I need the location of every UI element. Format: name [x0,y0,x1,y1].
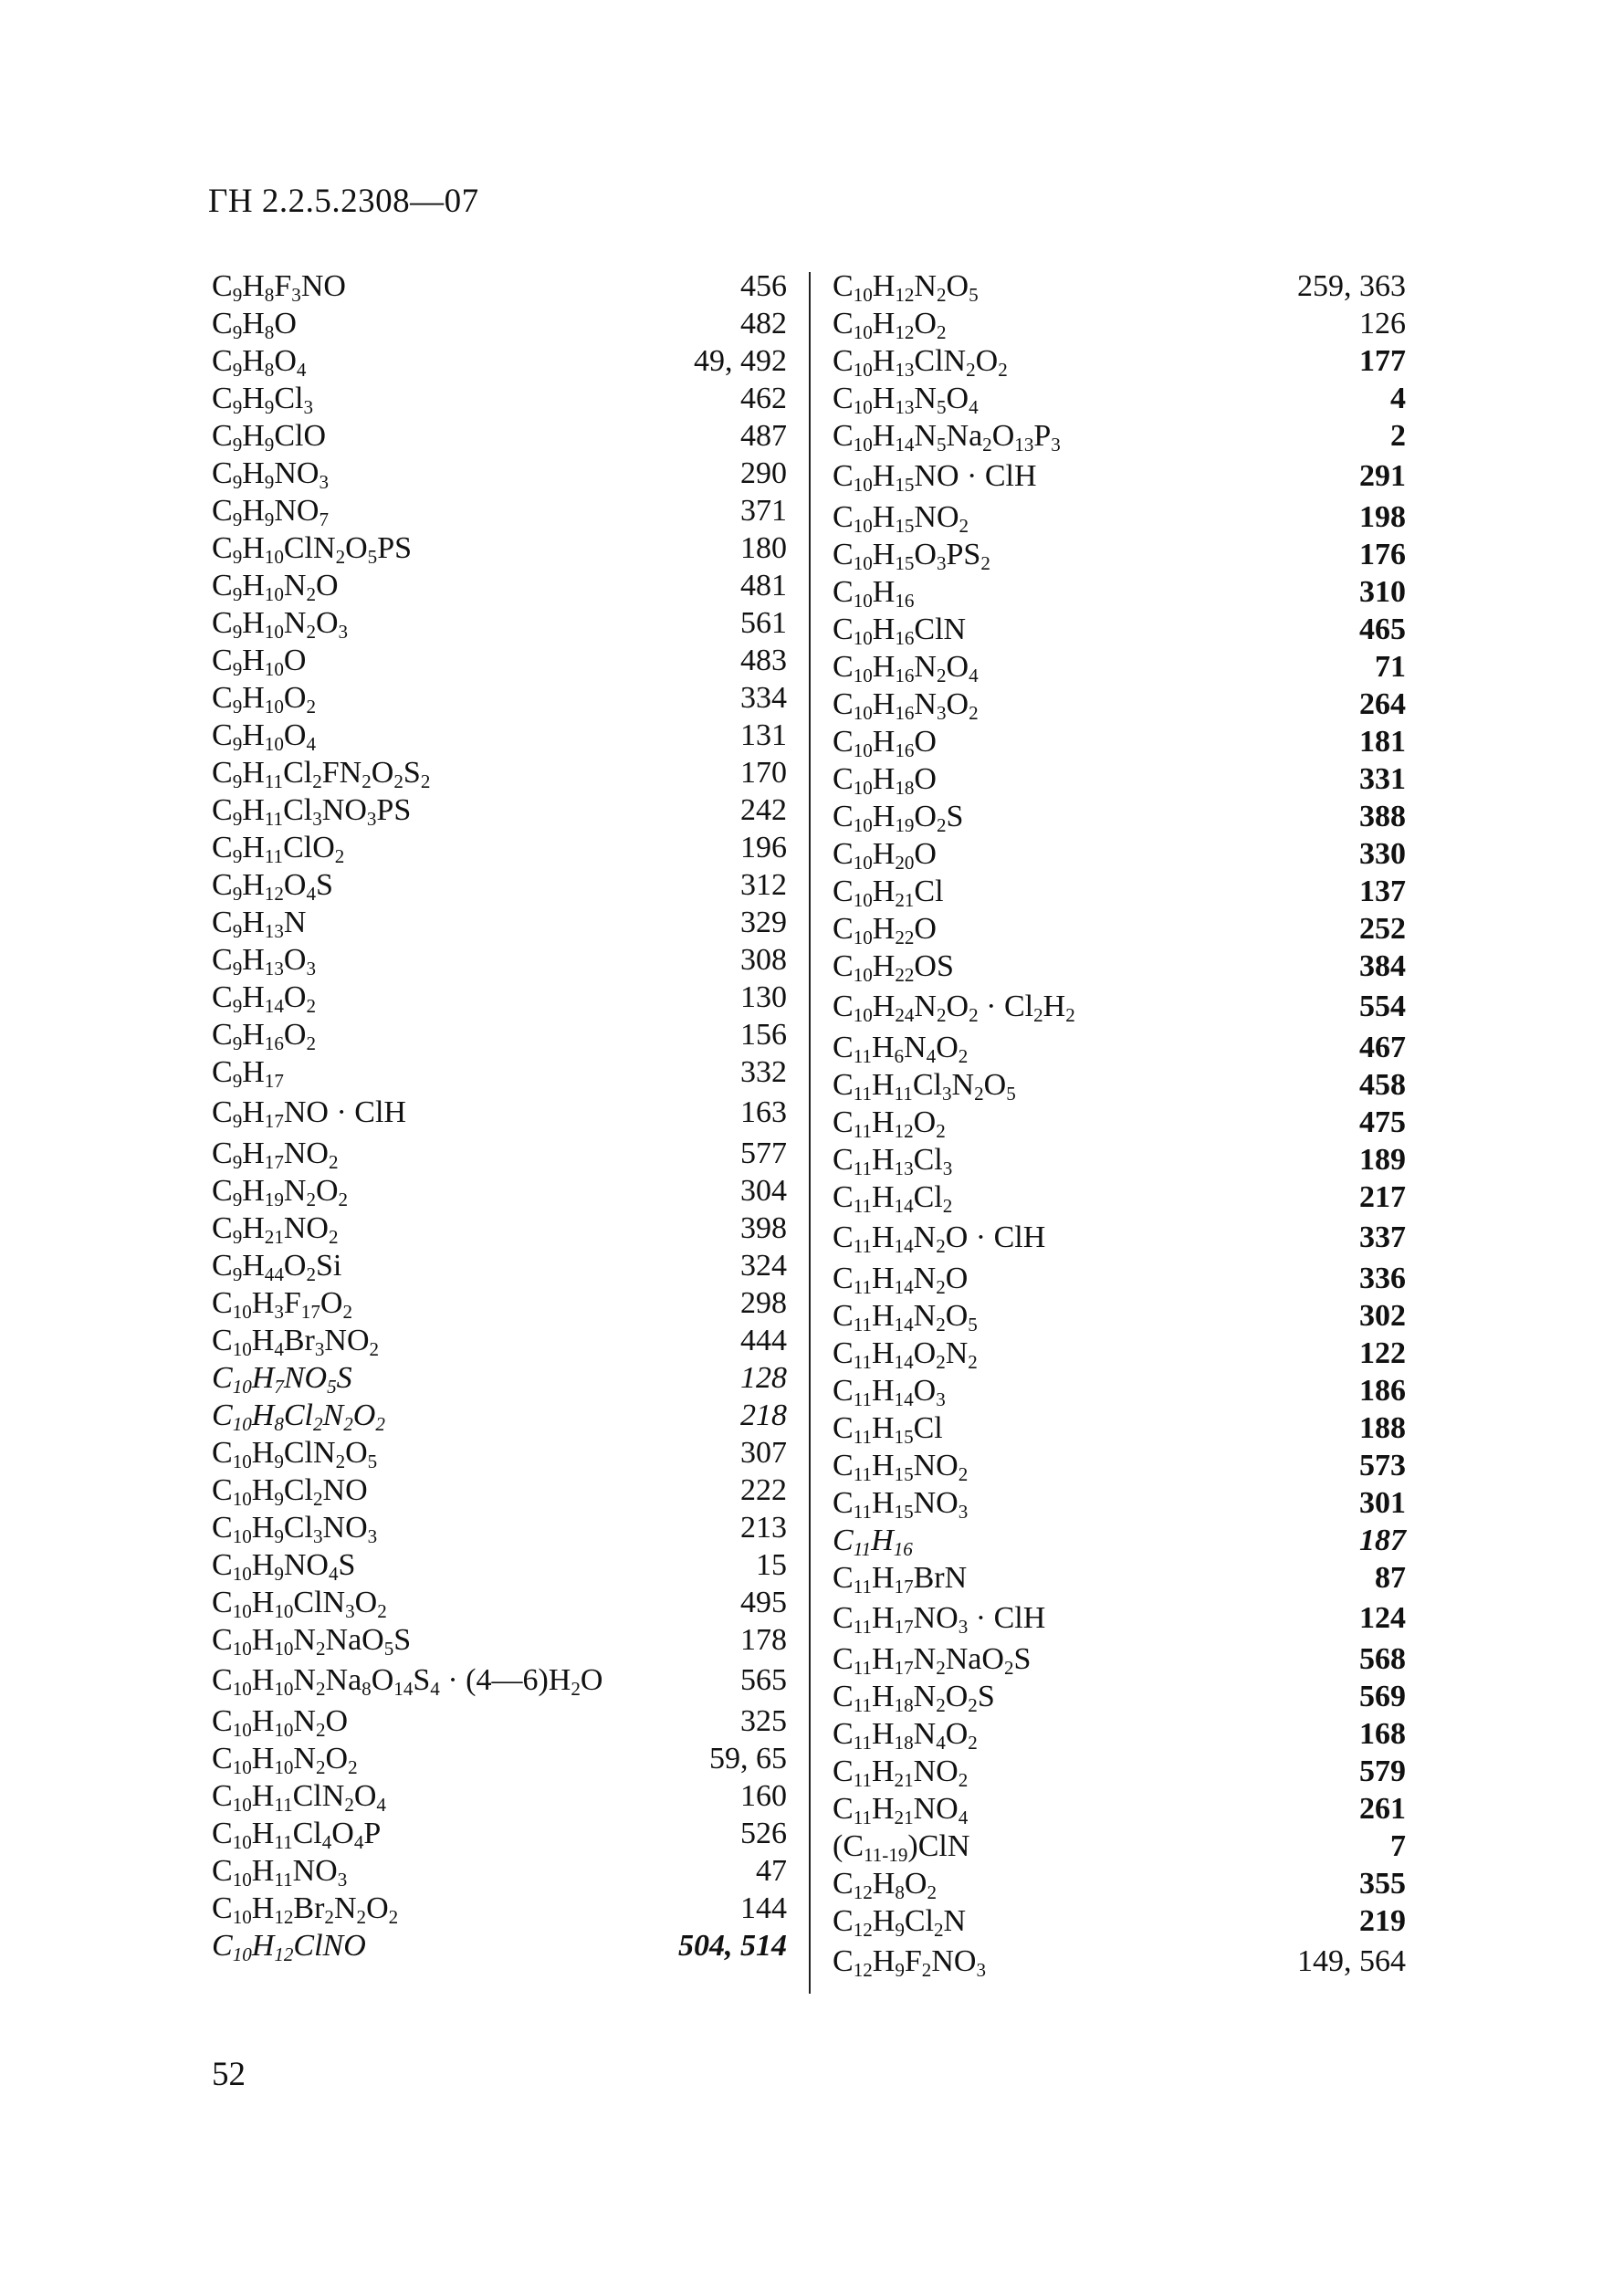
index-entry [833,723,1406,760]
index-entry [212,1284,787,1322]
page-reference: 495 [740,1586,787,1619]
page-reference: 301 [1359,1486,1406,1520]
chemical-formula: $C_9H_8F_3NO$ [212,269,346,306]
chemical-formula: $C_{10}H_{13}ClN_2O_2$ [833,344,1008,381]
index-entry [212,679,787,717]
page-reference: 565 [740,1663,787,1697]
page-reference: 181 [1359,725,1406,759]
page-reference: 168 [1359,1717,1406,1751]
index-entry [833,910,1406,948]
page-reference: 217 [1359,1180,1406,1214]
chemical-formula: $C_9H_{11}ClO_2$ [212,831,345,867]
page-reference: 156 [740,1018,787,1052]
index-entry [212,267,787,305]
index-entry [212,1927,787,1964]
index-entry [212,1135,787,1172]
chemical-formula: $C_{10}H_3F_{17}O_2$ [212,1286,352,1323]
page-reference: 196 [740,831,787,864]
index-entry [833,1678,1406,1715]
page-reference: 337 [1359,1220,1406,1254]
page-reference: 176 [1359,538,1406,571]
page-reference: 71 [1375,650,1406,684]
page-reference: 334 [740,681,787,715]
index-entry [212,380,787,417]
index-entry [833,1372,1406,1409]
page-reference: 149, 564 [1297,1944,1406,1978]
index-entry [212,791,787,829]
chemical-formula: $C_{11}H_{15}NO_3$ [833,1486,969,1523]
chemical-formula: $C_9H_{11}Cl_3NO_3PS$ [212,793,412,830]
index-entry [212,1659,787,1702]
page-reference: 579 [1359,1755,1406,1788]
chemical-formula: $C_9H_{13}N$ [212,906,307,942]
chemical-formula: $C_{11}H_{12}O_2$ [833,1105,946,1142]
chemical-formula: $C_9H_{10}N_2O$ [212,569,339,605]
chemical-formula: $C_9H_{10}O_2$ [212,681,316,718]
chemical-formula: $C_9H_{21}NO_2$ [212,1211,339,1248]
chemical-formula: $C_{10}H_9Cl_2NO$ [212,1473,368,1510]
chemical-formula: $C_{10}H_{18}O$ [833,762,937,799]
chemical-formula: $C_9H_{17}NO$ · ClH [212,1095,406,1132]
page-reference: 312 [740,868,787,902]
chemical-formula: $C_{11}H_{17}NO_3$ · ClH [833,1601,1046,1638]
index-entry [833,1597,1406,1640]
chemical-formula: $C_{10}H_{12}O_2$ [833,307,947,343]
chemical-formula: $(C_{11-19})ClN$ [833,1829,970,1866]
index-entry [212,979,787,1016]
chemical-formula: $C_9H_{14}O_2$ [212,980,316,1017]
page-reference: 219 [1359,1904,1406,1938]
index-entry [212,1621,787,1659]
index-entry [212,1359,787,1397]
page-reference: 170 [740,756,787,790]
chemical-formula: $C_{10}H_{13}N_5O_4$ [833,382,979,418]
column-divider [809,272,811,1994]
page-reference: 128 [740,1361,787,1395]
page-reference: 2 [1390,419,1406,453]
page-header-title: ГН 2.2.5.2308—07 [208,183,479,220]
chemical-formula: $C_9H_{44}O_2Si$ [212,1249,342,1285]
right-index-column [833,267,1406,1984]
page-reference: 465 [1359,613,1406,646]
chemical-formula: $C_{10}H_{14}N_5Na_2O_{13}P_3$ [833,419,1061,456]
index-entry [212,1546,787,1584]
index-entry [833,1029,1406,1066]
index-entry [212,1890,787,1927]
chemical-formula: $C_{10}H_{21}Cl$ [833,875,944,911]
index-entry [212,904,787,941]
page-reference: 4 [1390,382,1406,415]
index-entry [212,342,787,380]
chemical-formula: $C_9H_{17}$ [212,1055,284,1092]
index-entry [212,754,787,791]
index-entry [212,941,787,979]
chemical-formula: $C_{11}H_{14}N_2O_5$ [833,1299,978,1336]
index-entry [833,573,1406,611]
index-entry [212,717,787,754]
chemical-formula: $C_{10}H_7NO_5S$ [212,1361,352,1398]
chemical-formula: $C_{11}H_{15}NO_2$ [833,1449,969,1485]
page-reference: 456 [740,269,787,303]
page-reference: 124 [1359,1601,1406,1635]
chemical-formula: $C_{11}H_{14}N_2O$ · ClH [833,1220,1046,1257]
chemical-formula: $C_{10}H_9ClN_2O_5$ [212,1436,378,1472]
chemical-formula: $C_{10}H_4Br_3NO_2$ [212,1324,380,1360]
index-entry [212,1584,787,1621]
index-entry [833,1447,1406,1484]
page-reference: 573 [1359,1449,1406,1482]
page-reference: 487 [740,419,787,453]
index-entry [833,686,1406,723]
page-reference: 178 [740,1623,787,1657]
index-entry [833,948,1406,985]
index-entry [833,455,1406,498]
index-entry [833,498,1406,536]
page-reference: 569 [1359,1680,1406,1713]
chemical-formula: $C_{10}H_8Cl_2N_2O_2$ [212,1398,385,1435]
page-reference: 218 [740,1398,787,1432]
page-reference: 49, 492 [694,344,787,378]
chemical-formula: $C_{10}H_{10}N_2Na_8O_{14}S_4$ · $(4—6)H_2O$ [212,1663,603,1700]
index-entry [833,1559,1406,1597]
chemical-formula: $C_{10}H_{20}O$ [833,837,937,874]
index-entry [212,1777,787,1815]
index-entry [833,1409,1406,1447]
index-entry [212,567,787,604]
page-reference: 242 [740,793,787,827]
page-reference: 264 [1359,687,1406,721]
index-entry [212,604,787,642]
index-entry [212,1322,787,1359]
chemical-formula: $C_{11}H_{14}O_3$ [833,1374,946,1410]
index-entry [833,1066,1406,1104]
page-reference: 137 [1359,875,1406,908]
chemical-formula: $C_{10}H_{11}ClN_2O_4$ [212,1779,386,1816]
page-reference: 59, 65 [709,1742,787,1775]
index-entry [833,1216,1406,1260]
index-entry [212,1472,787,1509]
page-reference: 561 [740,606,787,640]
index-entry [212,642,787,679]
chemical-formula: $C_{10}H_{11}Cl_4O_4P$ [212,1817,382,1853]
chemical-formula: $C_{10}H_{10}N_2O$ [212,1704,349,1741]
index-entry [212,305,787,342]
page-reference: 144 [740,1891,787,1925]
chemical-formula: $C_{10}H_{10}ClN_3O_2$ [212,1586,387,1622]
page-reference: 189 [1359,1143,1406,1177]
page-reference: 504, 514 [678,1929,787,1963]
index-entry [212,492,787,529]
chemical-formula: $C_{10}H_{22}O$ [833,912,937,948]
chemical-formula: $C_9H_{13}O_3$ [212,943,316,979]
chemical-formula: $C_{10}H_{10}N_2O_2$ [212,1742,358,1778]
index-entry [833,417,1406,455]
chemical-formula: $C_{11}H_{17}N_2NaO_2S$ [833,1642,1032,1679]
index-entry [212,1740,787,1777]
chemical-formula: $C_{11}H_{17}BrN$ [833,1561,968,1597]
page-reference: 290 [740,456,787,490]
index-entry [212,1053,787,1091]
page-reference: 336 [1359,1262,1406,1295]
page-reference: 577 [740,1137,787,1170]
page-reference: 198 [1359,500,1406,534]
page-reference: 475 [1359,1105,1406,1139]
chemical-formula: $C_9H_9Cl_3$ [212,382,314,418]
chemical-formula: $C_{10}H_{15}NO_2$ [833,500,969,537]
page-reference: 310 [1359,575,1406,609]
chemical-formula: $C_9H_{10}ClN_2O_5PS$ [212,531,413,568]
chemical-formula: $C_{11}H_{13}Cl_3$ [833,1143,953,1179]
index-entry [212,1016,787,1053]
index-entry [212,1434,787,1472]
page-reference: 298 [740,1286,787,1320]
index-entry [212,529,787,567]
index-entry [833,1753,1406,1790]
page-number: 52 [212,2056,246,2093]
page-reference: 126 [1359,307,1406,340]
chemical-formula: $C_{11}H_{15}Cl$ [833,1411,943,1448]
index-entry [833,1940,1406,1984]
page-reference: 131 [740,718,787,752]
page-reference: 213 [740,1511,787,1545]
chemical-formula: $C_{10}H_{24}N_2O_2 \cdot Cl_2H_2$ [833,990,1075,1026]
chemical-formula: $C_{11}H_{14}N_2O$ [833,1262,969,1298]
chemical-formula: $C_{10}H_{15}O_3PS_2$ [833,538,990,574]
index-entry [833,760,1406,798]
chemical-formula: $C_{11}H_{18}N_2O_2S$ [833,1680,995,1716]
page-reference: 462 [740,382,787,415]
index-entry [833,1865,1406,1902]
chemical-formula: $C_{12}H_9Cl_2N$ [833,1904,967,1941]
index-entry [212,1852,787,1890]
chemical-formula: $C_{10}H_{16}O$ [833,725,937,761]
chemical-formula: $C_9H_{11}Cl_2FN_2O_2S_2$ [212,756,431,792]
chemical-formula: $C_{11}H_{16}$ [833,1524,913,1560]
chemical-formula: $C_{11}H_{21}NO_4$ [833,1792,969,1828]
index-entry [833,798,1406,835]
page-reference: 467 [1359,1031,1406,1064]
index-entry [833,1715,1406,1753]
page-reference: 458 [1359,1068,1406,1102]
index-entry [212,1091,787,1135]
chemical-formula: $C_{12}H_9F_2NO_3$ [833,1944,986,1981]
index-entry [833,1790,1406,1828]
page-reference: 7 [1390,1829,1406,1863]
page-reference: 87 [1375,1561,1406,1595]
page-reference: 307 [740,1436,787,1470]
chemical-formula: $C_{11}H_{11}Cl_3N_2O_5$ [833,1068,1016,1105]
chemical-formula: $C_9H_9ClO$ [212,419,327,456]
page-reference: 444 [740,1324,787,1357]
chemical-formula: $C_{11}H_{21}NO_2$ [833,1755,969,1791]
chemical-formula: $C_{10}H_9Cl_3NO_3$ [212,1511,378,1547]
chemical-formula: $C_{10}H_{16}ClN$ [833,613,967,649]
chemical-formula: $C_9H_9NO_3$ [212,456,329,493]
chemical-formula: $C_{10}H_{12}ClNO$ [212,1929,366,1965]
index-entry [212,866,787,904]
chemical-formula: $C_{11}H_{14}O_2N_2$ [833,1336,978,1373]
page-reference: 568 [1359,1642,1406,1676]
page-reference: 177 [1359,344,1406,378]
chemical-formula: $C_{10}H_{22}OS$ [833,949,954,986]
index-entry [212,1509,787,1546]
chemical-formula: $C_{10}H_{16}N_2O_4$ [833,650,979,686]
page-reference: 482 [740,307,787,340]
page-reference: 554 [1359,990,1406,1023]
chemical-formula: $C_{10}H_{11}NO_3$ [212,1854,348,1891]
chemical-formula: $C_9H_8O$ [212,307,297,343]
chemical-formula: $C_{11}H_{14}Cl_2$ [833,1180,953,1217]
page-reference: 526 [740,1817,787,1850]
page-reference: 291 [1359,459,1406,493]
page-reference: 371 [740,494,787,528]
index-entry [833,267,1406,305]
page-reference: 355 [1359,1867,1406,1901]
page-reference: 332 [740,1055,787,1089]
page-reference: 259, 363 [1297,269,1406,303]
index-entry [833,342,1406,380]
chemical-formula: $C_9H_{17}NO_2$ [212,1137,339,1173]
index-entry [833,1522,1406,1559]
index-entry [833,1335,1406,1372]
chemical-formula: $C_{10}H_{10}N_2NaO_5S$ [212,1623,412,1660]
page-reference: 130 [740,980,787,1014]
page-reference: 187 [1359,1524,1406,1557]
chemical-formula: $C_{10}H_{19}O_2S$ [833,800,964,836]
index-entry [833,1178,1406,1216]
index-entry [833,536,1406,573]
chemical-formula: $C_{10}H_{12}N_2O_5$ [833,269,979,306]
index-entry [833,1828,1406,1865]
index-entry [212,1815,787,1852]
chemical-formula: $C_9H_9NO_7$ [212,494,329,530]
index-entry [833,380,1406,417]
left-index-column [212,267,787,1964]
page-reference: 122 [1359,1336,1406,1370]
index-entry [212,1210,787,1247]
page-reference: 483 [740,644,787,677]
index-entry [833,1260,1406,1297]
page-reference: 180 [740,531,787,565]
index-entry [833,611,1406,648]
chemical-formula: $C_{10}H_{16}N_3O_2$ [833,687,979,724]
index-entry [833,305,1406,342]
page-reference: 330 [1359,837,1406,871]
index-entry [833,1141,1406,1178]
page-reference: 302 [1359,1299,1406,1333]
index-entry [833,1640,1406,1678]
index-entry [212,455,787,492]
chemical-formula: $C_9H_{19}N_2O_2$ [212,1174,349,1210]
index-entry [212,1702,787,1740]
index-entry [833,835,1406,873]
page-reference: 252 [1359,912,1406,946]
chemical-formula: $C_{11}H_6N_4O_2$ [833,1031,969,1067]
index-entry [212,1397,787,1434]
chemical-formula: $C_{10}H_{15}NO$ · ClH [833,459,1037,496]
page-reference: 324 [740,1249,787,1283]
page-reference: 188 [1359,1411,1406,1445]
page-reference: 325 [740,1704,787,1738]
page-reference: 331 [1359,762,1406,796]
page-reference: 15 [756,1548,787,1582]
page-reference: 329 [740,906,787,939]
page-reference: 261 [1359,1792,1406,1826]
page-reference: 186 [1359,1374,1406,1408]
index-entry [212,417,787,455]
page-reference: 160 [740,1779,787,1813]
chemical-formula: $C_{10}H_{12}Br_2N_2O_2$ [212,1891,399,1928]
index-entry [833,648,1406,686]
chemical-formula: $C_9H_{16}O_2$ [212,1018,316,1054]
chemical-formula: $C_9H_8O_4$ [212,344,307,381]
chemical-formula: $C_{10}H_9NO_4S$ [212,1548,356,1585]
page-reference: 163 [740,1095,787,1129]
page-reference: 308 [740,943,787,977]
index-entry [833,1297,1406,1335]
index-entry [212,1247,787,1284]
chemical-formula: $C_9H_{10}N_2O_3$ [212,606,349,643]
page-reference: 481 [740,569,787,602]
chemical-formula: $C_{12}H_8O_2$ [833,1867,937,1903]
chemical-formula: $C_{11}H_{18}N_4O_2$ [833,1717,978,1754]
page-reference: 304 [740,1174,787,1208]
index-entry [212,829,787,866]
chemical-formula: $C_9H_{10}O_4$ [212,718,316,755]
index-entry [833,1104,1406,1141]
page-reference: 388 [1359,800,1406,833]
index-entry [833,873,1406,910]
page-reference: 384 [1359,949,1406,983]
index-entry [833,985,1406,1029]
page-reference: 398 [740,1211,787,1245]
chemical-formula: $C_9H_{10}O$ [212,644,307,680]
chemical-formula: $C_{10}H_{16}$ [833,575,915,612]
index-entry [212,1172,787,1210]
page-reference: 222 [740,1473,787,1507]
chemical-formula: $C_9H_{12}O_4S$ [212,868,333,905]
page-reference: 47 [756,1854,787,1888]
index-entry [833,1902,1406,1940]
index-entry [833,1484,1406,1522]
